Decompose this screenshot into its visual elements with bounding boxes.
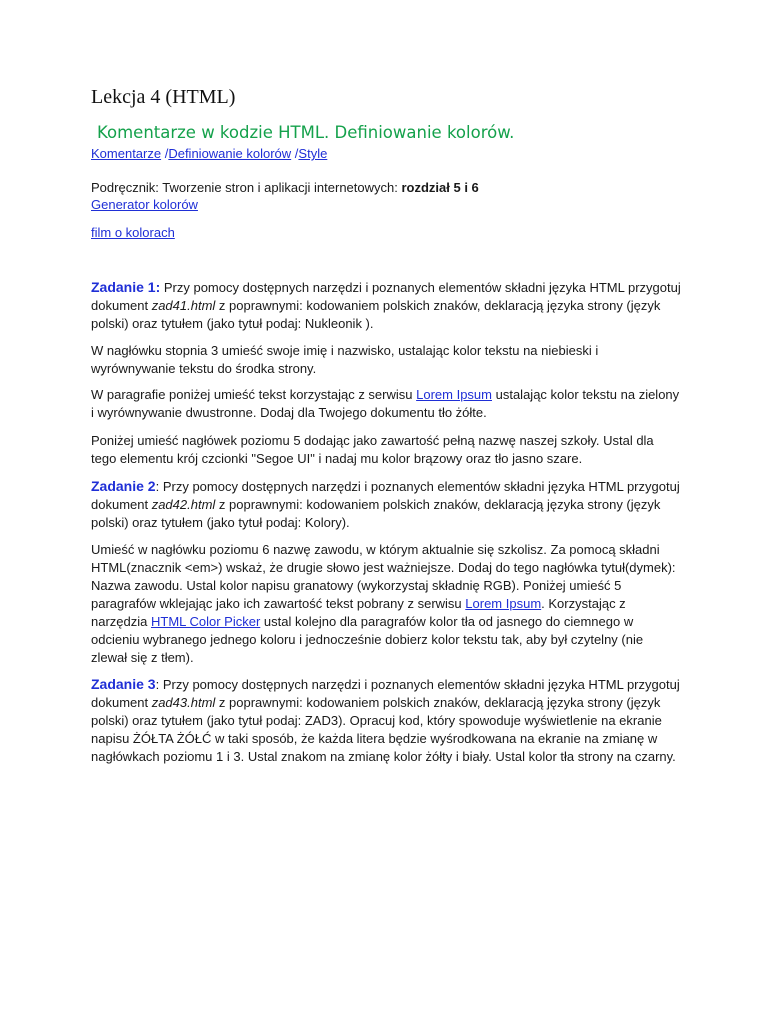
link-generator-kolorow[interactable]: Generator kolorów [91, 197, 198, 212]
task2-text: Przy pomocy dostępnych narzędzi i poznanych elementów składni języka HTML przygotuj dokument [91, 479, 680, 512]
link-style[interactable]: Style [298, 146, 328, 161]
task2-intro [91, 477, 681, 532]
link-film-o-kolorach[interactable]: film o kolorach [91, 225, 175, 240]
handbook-text: Podręcznik: Tworzenie stron i aplikacji internetowych: [91, 180, 402, 195]
task1-paragraph-2: W nagłówku stopnia 3 umieść swoje imię i nazwisko, ustalając kolor tekstu na niebieski i wyrównywanie tekstu do środka strony. [91, 343, 599, 376]
task2-colon: : [155, 479, 160, 494]
task1-text: z poprawnymi: kodowaniem polskich znaków, deklaracją języka strony (język polski) oraz tytułem (jako tytuł podaj: Nukleonik ). [91, 298, 661, 331]
task2-paragraph-2 [91, 541, 681, 667]
task1-intro [91, 278, 681, 333]
task3-text: z poprawnymi: kodowaniem polskich znaków, deklaracją języka strony (język polski) oraz tytułem (jako tytuł podaj: ZAD3). Opracuj kod, który spowoduje wyświetlenie na ekranie napisu ŻÓŁTA ŻÓŁĆ w taki sposób, że każda litera będzie wyśrodkowana na ekranie na zmianę w nagłówkach poziomu 1 i 3. Ustal znakom na zmianę kolor żółty i biały. Ustal kolor tła strony na czarny. [91, 695, 676, 764]
task3-filename: zad43.html [151, 695, 216, 710]
task1-label: Zadanie 1: [91, 279, 161, 295]
task3-label: Zadanie 3 [91, 676, 156, 692]
task3-text: Przy pomocy dostępnych narzędzi i poznanych elementów składni języka HTML przygotuj dokument [91, 677, 680, 710]
task2-p2-text: . Korzystając z narzędzia [91, 596, 626, 629]
task1-p3-text: W paragrafie poniżej umieść tekst korzystając z serwisu [91, 387, 417, 402]
film-link-row [91, 224, 681, 242]
handbook-reference [91, 179, 681, 197]
task2-p2-text: ustal kolejno dla paragrafów kolor tła od jasnego do ciemnego w odcieniu wybranego jednego koloru i jednocześnie dobierz kolor tekstu tak, aby był czytelny (nie zlewał się z tłem). [91, 614, 644, 665]
task2-p2-text: Umieść w nagłówku poziomu 6 nazwę zawodu, w którym aktualnie się szkolisz. Za pomocą składni HTML(znacznik <em>) wskaż, że drugie słowo jest ważniejsze. Dodaj do tego nagłówka tytuł(dymek): Nazwa zawodu. Ustal kolor napisu granatowy (wykorzystaj składnię RGB). Poniżej umieść 5 paragrafów wklejając jako ich zawartość tekst pobrany z serwisu [91, 542, 676, 611]
task1-text: Przy pomocy dostępnych narzędzi i poznanych elementów składni języka HTML przygotuj dokument [91, 280, 681, 313]
task3-colon: : [155, 677, 160, 692]
page-subtitle: Komentarze w kodzie HTML. Definiowanie kolorów. [97, 123, 515, 142]
link-komentarze[interactable]: Komentarze [91, 146, 162, 161]
task1-paragraph-3 [91, 386, 681, 422]
task2-text: z poprawnymi: kodowaniem polskich znaków, deklaracją języka strony (język polski) oraz tytułem (jako tytuł podaj: Kolory). [91, 497, 661, 530]
link-html-color-picker[interactable]: HTML Color Picker [150, 614, 261, 629]
generator-link-row [91, 196, 681, 214]
handbook-chapters: rozdział 5 i 6 [401, 180, 479, 195]
task2-filename: zad42.html [151, 497, 216, 512]
link-lorem-ipsum-2[interactable]: Lorem Ipsum [465, 596, 542, 611]
page-title: Lekcja 4 (HTML) [91, 86, 236, 108]
task1-p3-text: ustalając kolor tekstu na zielony i wyrównywanie dwustronne. Dodaj dla Twojego dokumentu tło żółte. [91, 387, 680, 420]
breadcrumb [91, 146, 327, 161]
task2-label: Zadanie 2 [91, 478, 156, 494]
task1-paragraph-4: Poniżej umieść nagłówek poziomu 5 dodając jako zawartość pełną nazwę naszej szkoły. Ustal dla tego elementu krój czcionki "Segoe UI" i nadaj mu kolor brązowy oraz tło jasno szare. [91, 433, 654, 466]
nav-separator: / [161, 146, 169, 161]
nav-separator: / [291, 146, 299, 161]
task3-intro [91, 675, 681, 766]
link-lorem-ipsum[interactable]: Lorem Ipsum [416, 387, 492, 402]
task1-filename: zad41.html [151, 298, 216, 313]
link-definiowanie-kolorow[interactable]: Definiowanie kolorów [168, 146, 292, 161]
